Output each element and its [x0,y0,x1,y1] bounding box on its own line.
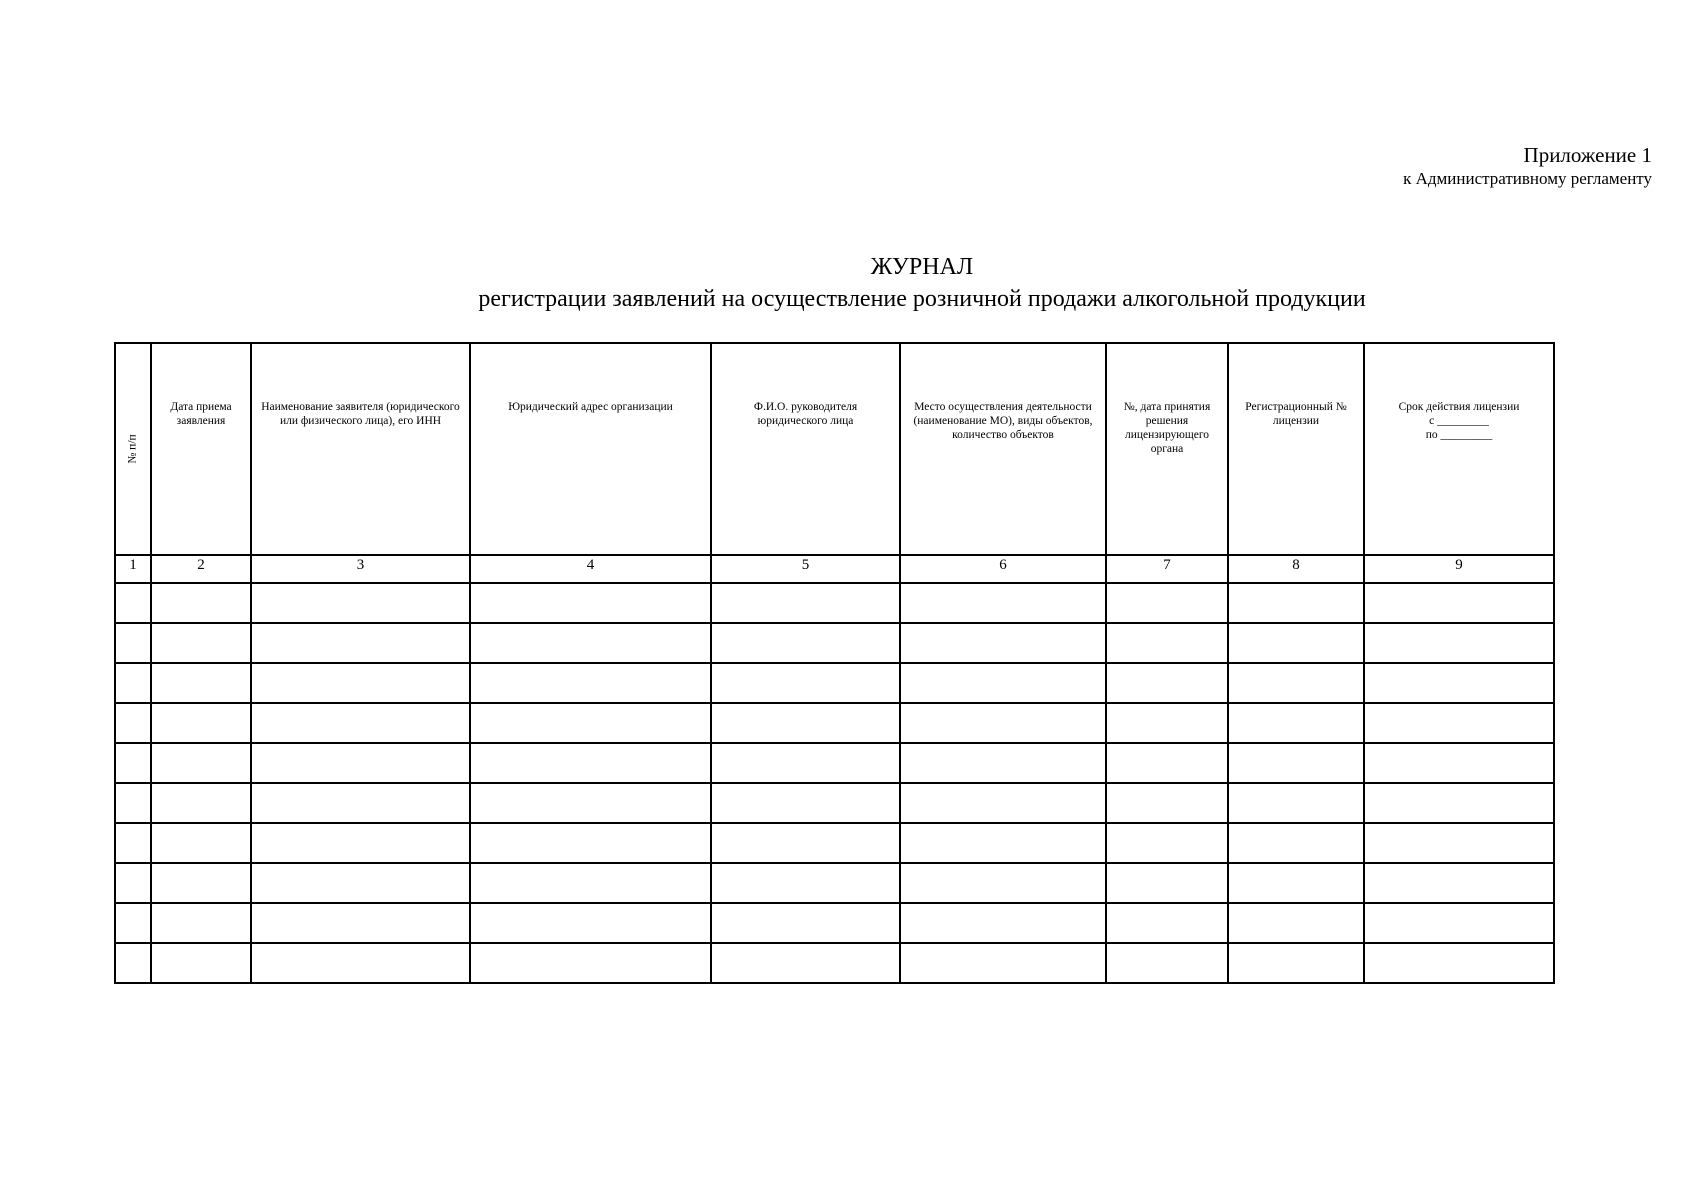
table-cell[interactable] [470,623,711,663]
appendix-title: Приложение 1 [1523,143,1652,167]
table-cell[interactable] [1106,863,1228,903]
table-cell[interactable] [1106,823,1228,863]
table-row [115,943,1554,983]
table-cell[interactable] [1364,583,1554,623]
table-row [115,663,1554,703]
table-row [115,863,1554,903]
header-cell-legal-address: Юридический адрес организации [470,343,711,555]
table-cell[interactable] [251,903,470,943]
column-number: 2 [151,555,251,583]
table-row [115,623,1554,663]
table-row [115,703,1554,743]
table-cell[interactable] [711,703,900,743]
table-row [115,783,1554,823]
column-number: 8 [1228,555,1364,583]
table-cell[interactable] [1228,743,1364,783]
table-cell[interactable] [900,703,1106,743]
table-cell[interactable] [900,943,1106,983]
table-cell[interactable] [251,703,470,743]
table-cell[interactable] [251,623,470,663]
header-cell-license-term [1364,343,1554,555]
table-cell[interactable] [115,943,151,983]
table-cell[interactable] [900,783,1106,823]
table-cell[interactable] [470,783,711,823]
table-cell[interactable] [151,583,251,623]
header-index-label: № п/п [126,434,139,464]
header-cell-license-number: Регистрационный № лицензии [1228,343,1364,555]
table-cell[interactable] [1364,623,1554,663]
column-number: 7 [1106,555,1228,583]
table-cell[interactable] [1106,663,1228,703]
table-cell[interactable] [251,743,470,783]
table-cell[interactable] [115,863,151,903]
table-cell[interactable] [711,783,900,823]
table-cell[interactable] [1364,863,1554,903]
table-cell[interactable] [900,823,1106,863]
column-number: 5 [711,555,900,583]
table-cell[interactable] [151,943,251,983]
table-cell[interactable] [1106,743,1228,783]
header-cell-date: Дата приема заявления [151,343,251,555]
table-cell[interactable] [151,743,251,783]
table-cell[interactable] [251,823,470,863]
column-number: 9 [1364,555,1554,583]
table-row [115,583,1554,623]
appendix-block [1403,142,1652,190]
column-numbers-row [115,555,1554,583]
table-cell[interactable] [115,583,151,623]
table-cell[interactable] [900,583,1106,623]
table-cell[interactable] [900,663,1106,703]
document-subtitle: регистрации заявлений на осуществление розничной продажи алкогольной продукции [478,286,1366,312]
appendix-subtitle: к Административному регламенту [1403,169,1652,188]
table-cell[interactable] [1364,943,1554,983]
table-cell[interactable] [151,663,251,703]
table-cell[interactable] [251,583,470,623]
table-cell[interactable] [151,623,251,663]
table-cell[interactable] [151,823,251,863]
table-cell[interactable] [1228,863,1364,903]
table-row [115,903,1554,943]
table-cell[interactable] [470,823,711,863]
table-cell[interactable] [1364,823,1554,863]
table-cell[interactable] [115,783,151,823]
table-cell[interactable] [115,623,151,663]
table-cell[interactable] [711,823,900,863]
table-cell[interactable] [470,663,711,703]
document-heading [0,252,1698,314]
table-cell[interactable] [1106,623,1228,663]
table-cell[interactable] [470,583,711,623]
table-cell[interactable] [900,623,1106,663]
table-cell[interactable] [115,743,151,783]
table-cell[interactable] [115,663,151,703]
header-cell-decision: №, дата принятия решения лицензирующего органа [1106,343,1228,555]
journal-table [114,342,1555,984]
table-cell[interactable] [115,903,151,943]
table-cell[interactable] [470,703,711,743]
table-header-row [115,343,1554,555]
table-cell[interactable] [900,863,1106,903]
table-cell[interactable] [1228,663,1364,703]
table-cell[interactable] [1228,943,1364,983]
table-cell[interactable] [900,743,1106,783]
header-cell-applicant: Наименование заявителя (юридического или физического лица), его ИНН [251,343,470,555]
table-cell[interactable] [1106,703,1228,743]
table-cell[interactable] [1364,783,1554,823]
column-number: 3 [251,555,470,583]
table-cell[interactable] [711,583,900,623]
table-cell[interactable] [470,903,711,943]
column-number: 6 [900,555,1106,583]
table-cell[interactable] [251,943,470,983]
table-cell[interactable] [115,703,151,743]
table-cell[interactable] [251,863,470,903]
table-cell[interactable] [1106,943,1228,983]
table-row [115,743,1554,783]
document-title: ЖУРНАЛ [870,254,974,280]
table-cell[interactable] [711,943,900,983]
table-cell[interactable] [151,903,251,943]
table-cell[interactable] [711,623,900,663]
column-number: 4 [470,555,711,583]
table-row [115,823,1554,863]
table-cell[interactable] [1228,623,1364,663]
table-cell[interactable] [251,783,470,823]
table-cell[interactable] [711,863,900,903]
table-cell[interactable] [1228,903,1364,943]
table-cell[interactable] [1364,743,1554,783]
table-cell[interactable] [151,783,251,823]
table-cell[interactable] [1106,583,1228,623]
table-cell[interactable] [1106,903,1228,943]
table-cell[interactable] [151,703,251,743]
table-cell[interactable] [115,823,151,863]
license-term-from: с _________ [1429,415,1489,427]
table-cell[interactable] [711,743,900,783]
table-cell[interactable] [1228,583,1364,623]
column-number: 1 [115,555,151,583]
table-cell[interactable] [711,663,900,703]
table-cell[interactable] [1364,663,1554,703]
header-cell-location: Место осуществления деятельности (наименование МО), виды объектов, количество объектов [900,343,1106,555]
header-cell-index [115,343,151,555]
table-cell[interactable] [470,863,711,903]
license-term-to: по _________ [1425,429,1493,441]
table-cell[interactable] [470,943,711,983]
license-term-label: Срок действия лицензии [1398,401,1520,413]
table-cell[interactable] [1228,823,1364,863]
table-cell[interactable] [1364,703,1554,743]
table-cell[interactable] [1228,783,1364,823]
table-cell[interactable] [900,903,1106,943]
table-cell[interactable] [151,863,251,903]
table-cell[interactable] [1106,783,1228,823]
table-cell[interactable] [470,743,711,783]
table-cell[interactable] [251,663,470,703]
table-cell[interactable] [711,903,900,943]
header-cell-director: Ф.И.О. руководителя юридического лица [711,343,900,555]
table-cell[interactable] [1228,703,1364,743]
table-cell[interactable] [1364,903,1554,943]
